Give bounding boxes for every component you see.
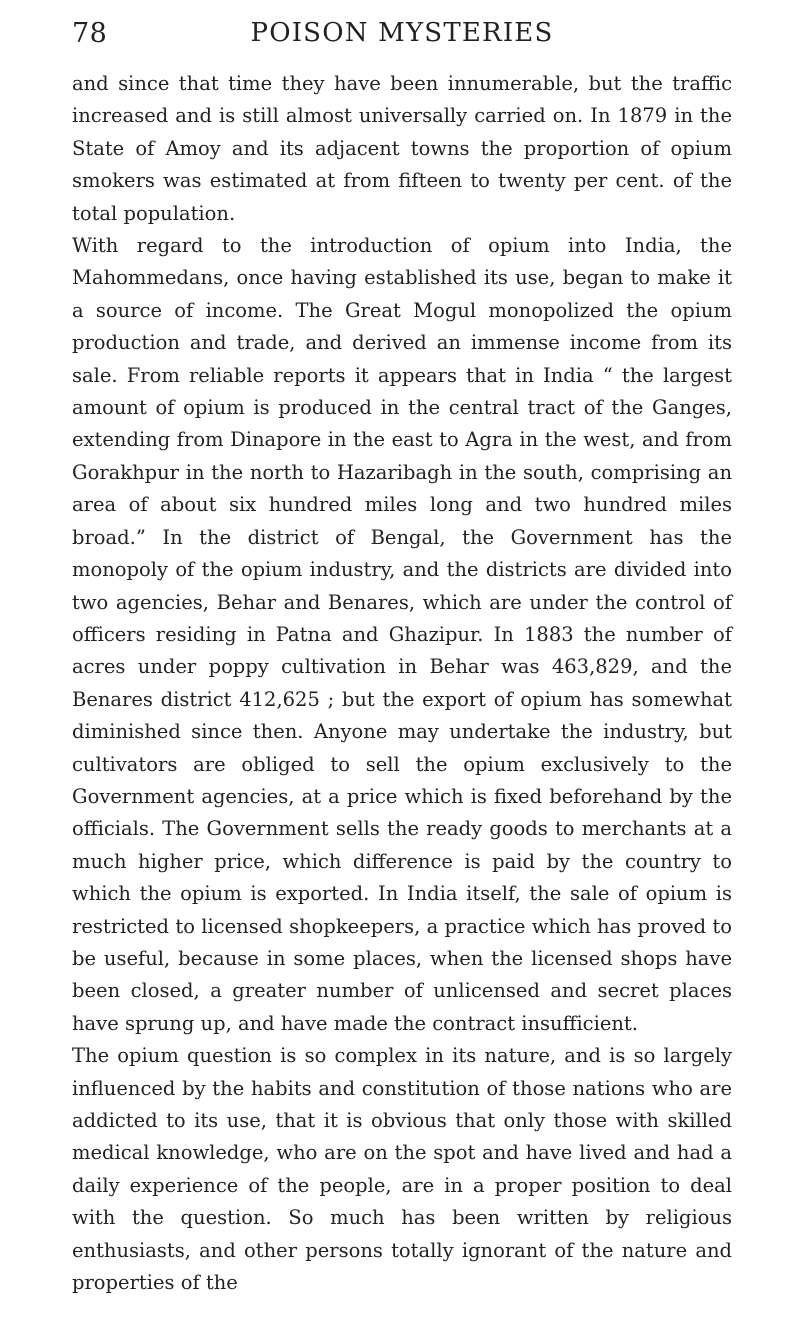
paragraph-continued: and since that time they have been innumerable, but the traffic increased and is still almost universally carried on. In 1879 in the State of Amoy and its adjacent towns the proportion of opium smokers was estimated at from fifteen to twenty per cent. of the total population.	[72, 72, 732, 225]
page-number: 78	[72, 18, 108, 49]
book-page	[72, 0, 732, 1299]
paragraph-india: With regard to the introduction of opium into India, the Mahommedans, once having established its use, began to make it a source of income. The Great Mogul monopolized the opium production and trade, and derived an immense income from its sale. From reliable reports it appears that in India “ the largest amount of opium is produced in the central tract of the Ganges, extending from Dinapore in the east to Agra in the west, and from Gorakhpur in the north to Hazaribagh in the south, comprising an area of about six hundred miles long and two hundred miles broad.” In the district of Bengal, the Government has the monopoly of the opium industry, and the districts are divided into two agencies, Behar and Benares, which are under the control of officers residing in Patna and Ghazipur. In 1883 the number of acres under poppy cultivation in Behar was 463,829, and the Benares district 412,625 ; but the export of opium has somewhat diminished since then. Anyone may undertake the industry, but cultivators are obliged to sell the opium exclusively to the Government agencies, at a price which is fixed beforehand by the officials. The Government sells the ready goods to merchants at a much higher price, which difference is paid by the country to which the opium is exported. In India itself, the sale of opium is restricted to licensed shopkeepers, a practice which has proved to be useful, because in some places, when the licensed shops have been closed, a greater number of unlicensed and secret places have sprung up, and have made the contract insufficient.	[72, 234, 732, 1035]
paragraph-opium-question: The opium question is so complex in its nature, and is so largely influenced by the habits and constitution of those nations who are addicted to its use, that it is obvious that only those with skilled medical knowledge, who are on the spot and have lived and had a daily experience of the people, are in a proper position to deal with the question. So much has been written by religious enthusiasts, and other persons totally ignorant of the nature and properties of the	[72, 1044, 732, 1295]
page-header	[72, 14, 732, 66]
running-title: POISON MYSTERIES	[250, 18, 554, 48]
body-text	[72, 68, 732, 1299]
